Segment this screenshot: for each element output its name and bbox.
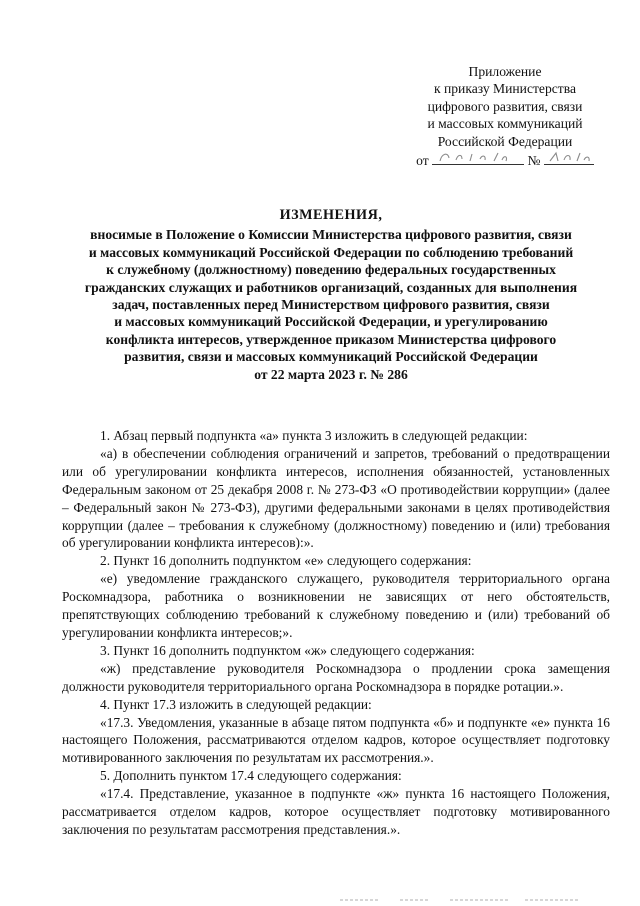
heading-line: и массовых коммуникаций Российской Федерации по соблюдению требований [88,244,574,260]
heading-line: к служебному (должностному) поведению федеральных государственных [106,262,556,278]
heading-line: вносимые в Положение о Комиссии Министерства цифрового развития, связи [90,227,572,243]
document-heading [58,207,604,383]
heading-line: развития, связи и массовых коммуникаций Российской Федерации [124,349,538,365]
appendix-block [405,63,605,169]
heading-line: задач, поставленных перед Министерством цифрового развития, связи [112,297,550,313]
appendix-line: Российской Федерации [437,133,573,149]
handwritten-number [544,150,594,165]
heading-title: ИЗМЕНЕНИЯ, [279,207,383,223]
paragraph-item-1: 1. Абзац первый подпункта «а» пункта 3 изложить в следующей редакции: [100,428,528,443]
paragraph-quote-5: «17.4. Представление, указанное в подпункте «ж» пункта 16 настоящего Положения, рассматривается отделом кадров, которое осуществляет подготовку мотивированного заключения по результатам рассмотрения представления.». [62,786,610,837]
heading-line: конфликта интересов, утвержденное приказом Министерства цифрового [105,331,557,347]
appendix-date-line [405,150,605,169]
paragraph-quote-2: «е) уведомление гражданского служащего, руководителя территориального органа Роскомнадзора, работника о возникновении не зависящих от него обстоятельств, препятствующих соблюдению требований к служебному поведению и (или) требований об урегулировании конфликта интересов;». [62,571,610,640]
date-prefix: от [416,153,429,169]
heading-line: от 22 марта 2023 г. № 286 [254,366,408,382]
document-body [62,427,610,839]
appendix-line: Приложение [468,64,542,79]
paragraph-item-5: 5. Дополнить пунктом 17.4 следующего содержания: [100,768,402,784]
paragraph-quote-1: «а) в обеспечении соблюдения ограничений и запретов, требований о предотвращении или об урегулировании конфликта интересов, исполнения обязанностей, установленных Федеральным законом от 25 декабря 2008 г. № 273-ФЗ «О противодействии коррупции» (далее – Федеральный закон № 273-ФЗ), другими федеральными законами в целях противодействия коррупции (далее – требования к служебному (должностному) поведению и (или) требования об урегулировании конфликта интересов):». [62,445,610,551]
appendix-line: цифрового развития, связи [427,98,583,114]
paragraph-quote-4: «17.3. Уведомления, указанные в абзаце пятом подпункта «б» и подпункте «е» пункта 16 настоящего Положения, рассматриваются отделом кадров, которое осуществляет подготовку мотивированного заключения по результатам их рассмотрения.». [62,714,610,766]
paragraph-item-4: 4. Пункт 17.3 изложить в следующей редакции: [100,696,372,712]
handwritten-date [432,150,524,165]
heading-line: гражданских служащих и работников организаций, созданных для выполнения [84,279,578,295]
heading-line: и массовых коммуникаций Российской Федерации, и урегулированию [114,314,548,330]
paragraph-quote-3: «ж) представление руководителя Роскомнадзора о продлении срока замещения должности руководителя территориального органа Роскомнадзора в порядке ротации.». [62,660,610,694]
paragraph-item-2: 2. Пункт 16 дополнить подпунктом «е» следующего содержания: [100,553,472,569]
number-prefix: № [527,153,541,169]
appendix-line: к приказу Министерства [433,81,577,97]
scan-artifact [340,898,580,902]
paragraph-item-3: 3. Пункт 16 дополнить подпунктом «ж» следующего содержания: [100,642,475,658]
appendix-line: и массовых коммуникаций [427,116,583,132]
